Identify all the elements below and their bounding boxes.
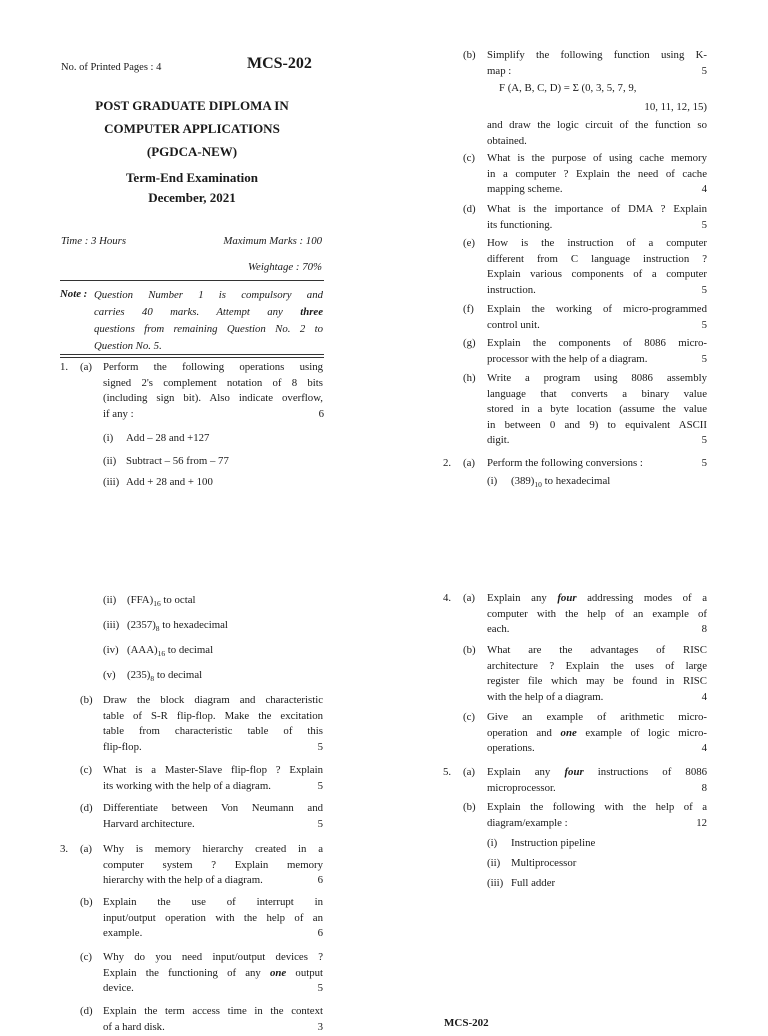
double-rule bbox=[60, 354, 324, 355]
q4b-marks: 4 bbox=[701, 691, 707, 703]
q1b-text: Simplify the following function using K- map : bbox=[487, 49, 707, 77]
q2-number: 2. bbox=[443, 457, 452, 469]
q2c-text: What is a Master-Slave flip-flop ? Explain its working with the help of a diagram. bbox=[103, 764, 323, 792]
q5b-label: (b) bbox=[463, 801, 476, 813]
double-rule-2 bbox=[60, 357, 324, 358]
q2d-text: Differentiate between Von Neumann and Harvard architecture. bbox=[103, 802, 323, 830]
q1e-text: How is the instruction of a computer different from C language instruction ? Explain various components of a computer instruction. bbox=[487, 237, 707, 296]
q1-number: 1. bbox=[60, 361, 69, 373]
q1b-marks: 5 bbox=[701, 65, 707, 77]
title-line-1: POST GRADUATE DIPLOMA IN bbox=[95, 98, 289, 113]
q4c-text: Give an example of arithmetic micro- operation and one example of logic micro- operations. bbox=[487, 711, 708, 755]
q3a-label: (a) bbox=[80, 843, 92, 855]
q2a-label: (a) bbox=[463, 457, 475, 469]
q3c-label: (c) bbox=[80, 951, 92, 963]
q1c-text: What is the purpose of using cache memory in a computer ? Explain the need of cache mapping scheme. bbox=[487, 152, 707, 196]
q5b-item-iii: (iii) Full adder bbox=[487, 877, 556, 889]
q1d-text: What is the importance of DMA ? Explain its functioning. bbox=[487, 203, 707, 231]
q1c-marks: 4 bbox=[701, 183, 707, 195]
q1b-function: F (A, B, C, D) = Σ (0, 3, 5, 7, 9, bbox=[499, 82, 637, 94]
q3d-label: (d) bbox=[80, 1005, 93, 1017]
q1e-label: (e) bbox=[463, 237, 475, 249]
q3a-text: Why is memory hierarchy created in a computer system ? Explain memory hierarchy with the help of a diagram. bbox=[103, 843, 323, 887]
title-line-3: (PGDCA-NEW) bbox=[146, 144, 238, 159]
q4a-marks: 8 bbox=[701, 623, 707, 635]
note-label: Note : bbox=[60, 288, 88, 300]
q4b-label: (b) bbox=[463, 644, 476, 656]
q5b-item-ii: (ii) Multiprocessor bbox=[487, 857, 577, 869]
q5b-item-i: (i) Instruction pipeline bbox=[487, 837, 596, 849]
time-allowed: Time : 3 Hours bbox=[61, 235, 127, 247]
paper-code: MCS-202 bbox=[247, 55, 312, 72]
q5b-marks: 12 bbox=[696, 817, 707, 829]
q1d-label: (d) bbox=[463, 203, 476, 215]
q2a-marks: 5 bbox=[701, 457, 707, 469]
q2a-text: Perform the following conversions : bbox=[487, 457, 643, 469]
q1b-text-2: and draw the logic circuit of the function so obtained. bbox=[487, 119, 707, 147]
q2a-item-iv: (iv) $(AAA)_{16}$ to decimal bbox=[103, 644, 214, 658]
note-line-2: carries 40 marks. Attempt any three bbox=[94, 306, 324, 318]
note-text bbox=[94, 287, 323, 355]
q3b-marks: 6 bbox=[317, 927, 323, 939]
q1h-text: Write a program using 8086 assembly language that converts a binary value stored in a byte location (assume the value in between 0 and 9) to equivalent ASCII digit. bbox=[487, 372, 707, 447]
q3-number: 3. bbox=[60, 843, 69, 855]
q4b-text: What are the advantages of RISC architecture ? Explain the uses of large register file which may be found in RISC with the help of a diagram. bbox=[487, 644, 707, 703]
max-marks: Maximum Marks : 100 bbox=[223, 235, 322, 247]
q1a-text: Perform the following operations using signed 2's complement notation of 8 bits (including sign bit). Also indicate overflow, if any : bbox=[103, 361, 323, 420]
q1b-function-cont: 10, 11, 12, 15) bbox=[644, 101, 707, 113]
exam-date: December, 2021 bbox=[148, 190, 236, 205]
q1b-label: (b) bbox=[463, 49, 476, 61]
q3d-marks: 3 bbox=[317, 1021, 323, 1033]
q1f-label: (f) bbox=[463, 303, 474, 315]
q3c-text: Why do you need input/output devices ? Explain the functioning of any one output device. bbox=[103, 951, 324, 995]
title-line-2: COMPUTER APPLICATIONS bbox=[104, 121, 280, 136]
q3b-text: Explain the use of interrupt in input/output operation with the help of an example. bbox=[103, 896, 323, 940]
q1a-item-iii: (iii) Add + 28 and + 100 bbox=[103, 476, 213, 488]
q2c-label: (c) bbox=[80, 764, 92, 776]
exam-name: Term-End Examination bbox=[125, 170, 259, 185]
q1f-marks: 5 bbox=[701, 319, 707, 331]
q1a-marks: 6 bbox=[318, 408, 324, 420]
q1e-marks: 5 bbox=[701, 284, 707, 296]
q1c-label: (c) bbox=[463, 152, 475, 164]
q1h-marks: 5 bbox=[701, 434, 707, 446]
q4c-marks: 4 bbox=[701, 742, 707, 754]
q3a-marks: 6 bbox=[317, 874, 323, 886]
q4-number: 4. bbox=[443, 592, 452, 604]
q1a-item-ii: (ii) Subtract – 56 from – 77 bbox=[103, 455, 229, 467]
q3d-text: Explain the term access time in the context of a hard disk. bbox=[103, 1005, 323, 1033]
note-line-3: questions from remaining Question No. 2 to bbox=[94, 323, 323, 335]
note-line-1: Question Number 1 is compulsory and bbox=[94, 289, 323, 301]
q2a-item-i: (i) $(389)_{10}$ to hexadecimal bbox=[487, 475, 611, 489]
q1g-text: Explain the components of 8086 micro- processor with the help of a diagram. bbox=[487, 337, 707, 365]
exam-title bbox=[60, 168, 324, 208]
q2b-text: Draw the block diagram and characteristic table of S-R flip-flop. Make the excitation table from characteristic table of this flip-flop. bbox=[103, 694, 323, 753]
q1g-marks: 5 bbox=[701, 353, 707, 365]
q2a-item-v: (v) $(235)_8$ to decimal bbox=[103, 669, 203, 683]
q1d-marks: 5 bbox=[701, 219, 707, 231]
q1g-label: (g) bbox=[463, 337, 476, 349]
q1f-text: Explain the working of micro-programmed control unit. bbox=[487, 303, 707, 331]
q4c-label: (c) bbox=[463, 711, 475, 723]
q5a-marks: 8 bbox=[701, 782, 707, 794]
q4a-text: Explain any four addressing modes of a computer with the help of an example of each. bbox=[487, 592, 707, 636]
header-rule bbox=[60, 280, 324, 281]
q5a-label: (a) bbox=[463, 766, 475, 778]
weightage: Weightage : 70% bbox=[248, 261, 322, 273]
q2a-item-iii: (iii) $(2357)_8$ to hexadecimal bbox=[103, 619, 228, 633]
q2a-item-ii: (ii) $(FFA)_{16}$ to octal bbox=[103, 594, 196, 608]
q5a-text: Explain any four instructions of 8086 microprocessor. bbox=[487, 766, 708, 794]
q1a-item-i: (i) Add – 28 and +127 bbox=[103, 432, 210, 444]
q2b-label: (b) bbox=[80, 694, 93, 706]
q5-number: 5. bbox=[443, 766, 452, 778]
q1h-label: (h) bbox=[463, 372, 476, 384]
note-line-4: Question No. 5. bbox=[94, 340, 162, 352]
printed-pages: No. of Printed Pages : 4 bbox=[61, 62, 162, 73]
q1a-label: (a) bbox=[80, 361, 92, 373]
footer-code: MCS-202 bbox=[444, 1017, 489, 1029]
q3b-label: (b) bbox=[80, 896, 93, 908]
q5b-text: Explain the following with the help of a diagram/example : bbox=[487, 801, 707, 829]
q3c-marks: 5 bbox=[317, 982, 323, 994]
q2c-marks: 5 bbox=[317, 780, 323, 792]
page-title bbox=[60, 94, 324, 163]
q2d-marks: 5 bbox=[317, 818, 323, 830]
q2d-label: (d) bbox=[80, 802, 93, 814]
q4a-label: (a) bbox=[463, 592, 475, 604]
q2b-marks: 5 bbox=[317, 741, 323, 753]
